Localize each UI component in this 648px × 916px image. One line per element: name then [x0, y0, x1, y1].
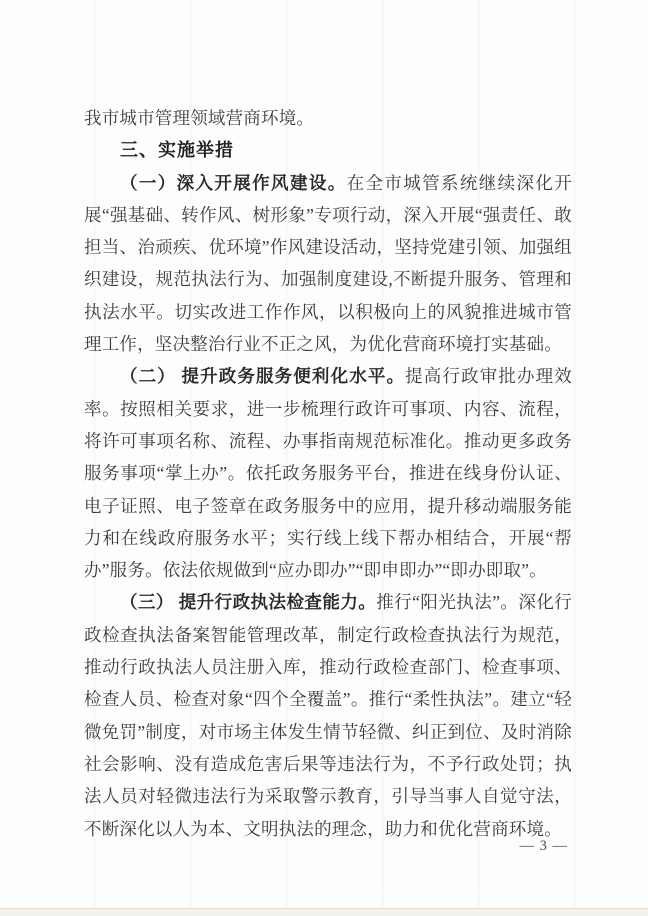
page-number: — 3 — — [519, 838, 568, 854]
continuation-line: 我市城市管理领域营商环境。 — [84, 108, 315, 128]
paragraph-item-3 — [84, 586, 572, 844]
paragraph-2-lead: （二） 提升政务服务便利化水平。 — [120, 366, 406, 387]
paragraph-1-lead: （一）深入开展作风建设。 — [120, 172, 347, 193]
document-body — [84, 102, 572, 845]
paragraph-3-body: 推行“阳光执法”。深化行政检查执法备案智能管理改革，制定行政检查执法行为规范，推动行政执法人员注册入库，推动行政检查部门、检查事项、检查人员、检查对象“四个全覆盖”。推行“柔性执法”。建立“轻微免罚”制度，对市场主体发生情节轻微、纠正到位、及时消除社会影响、没有造成危害后果等违法行为，不予行政处罚；执法人员对轻微违法行为采取警示教育，引导当事人自觉守法，不断深化以人为本、文明执法的理念，助力和优化营商环境。 — [84, 592, 572, 839]
paragraph-1-body: 在全市城管系统继续深化开展“强基础、转作风、树形象”专项行动，深入开展“强责任、敢担当、治顽疾、优环境”作风建设活动，坚持党建引领、加强组织建设，规范执法行为、加强制度建设,不断提升服务、管理和执法水平。切实改进工作作风，以积极向上的风貌推进城市管理工作，坚决整治行业不正之风，为优化营商环境打实基础。 — [84, 172, 572, 355]
paragraph-item-1 — [84, 167, 572, 361]
paragraph-2-body: 提高行政审批办理效率。按照相关要求，进一步梳理行政许可事项、内容、流程，将许可事项名称、流程、办事指南规范标准化。推动更多政务服务事项“掌上办”。依托政务服务平台，推进在线身份认证、电子证照、电子签章在政务服务中的应用，提升移动端服务能力和在线政府服务水平；实行线上线下帮办相结合，开展“帮办”服务。依法依规做到“应办即办”“即申即办”“即办即取”。 — [84, 366, 572, 581]
section-heading: 三、实施举措 — [120, 140, 234, 161]
paragraph-3-lead: （三） 提升行政执法检查能力。 — [120, 592, 377, 613]
paragraph-item-2 — [84, 360, 572, 586]
footer-strip — [0, 909, 648, 916]
